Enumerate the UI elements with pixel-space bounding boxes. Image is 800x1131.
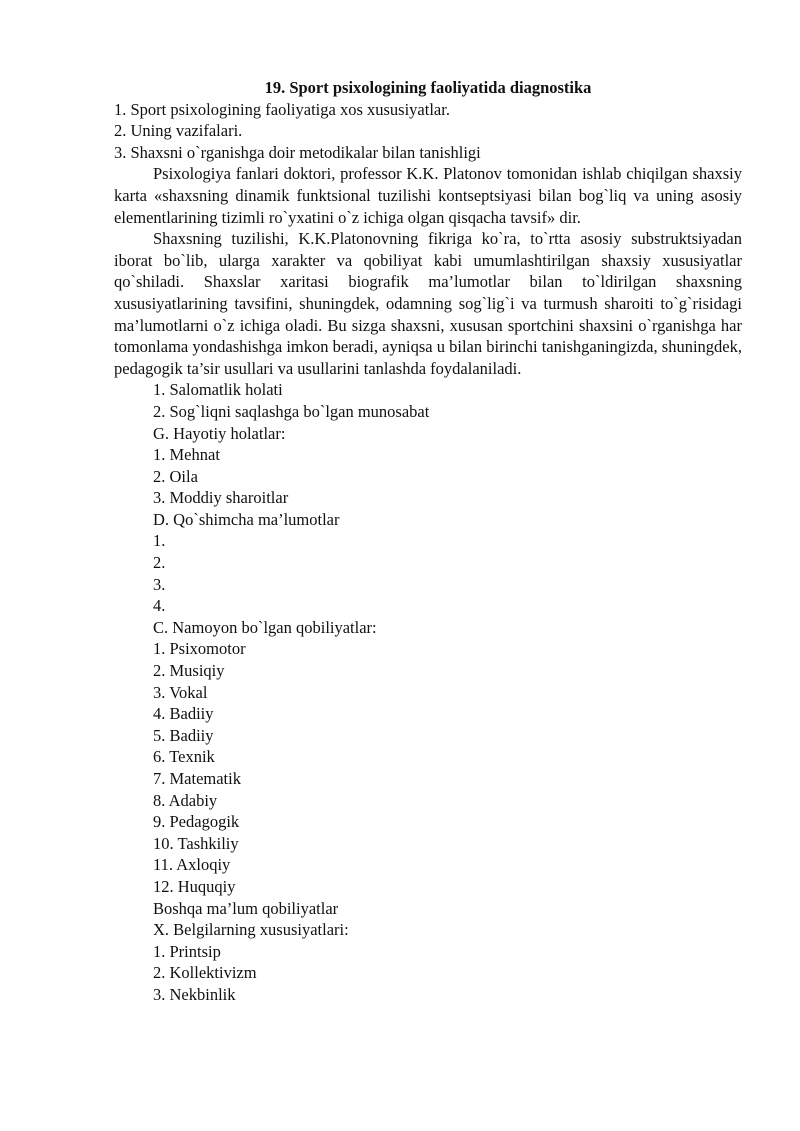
list-item: 3. Vokal bbox=[153, 682, 208, 702]
body-paragraph: Shaxsning tuzilishi, K.K.Platonovning fikriga ko`ra, to`rtta asosiy substruktsiyadan iborat bo`lib, ularga xarakter va qobiliyat kabi umumlashtirilgan shaxsiy xususiyatlar qo`shiladi. Shaxslar xaritasi biografik ma’lumotlar bilan to`ldirilgan shaxsning xususiyatlarining tavsifini, shuningdek, odamning sog`lig`i va turmush sharoiti to`g`risidagi ma’lumotlarni o`z ichiga oladi. Bu sizga shaxsni, xususan sportchini shaxsini o`rganishga har tomonlama yondashishga imkon beradi, ayniqsa u bilan birinchi tanishganingizda, shuningdek, pedagogik ta’sir usullari va usullarini tanlashda foydalaniladi. bbox=[114, 229, 742, 378]
list-item: 5. Badiiy bbox=[153, 725, 214, 745]
list-item: 6. Texnik bbox=[153, 747, 215, 767]
list-item: 2. Oila bbox=[153, 466, 198, 486]
list bbox=[114, 379, 742, 1005]
list-item: 3. Nekbinlik bbox=[153, 984, 236, 1004]
list-item: 11. Axloqiy bbox=[153, 855, 231, 875]
list-item: 1. Printsip bbox=[153, 941, 221, 961]
list-item: 3. Moddiy sharoitlar bbox=[153, 488, 289, 508]
list-heading: X. Belgilarning xususiyatlari: bbox=[153, 920, 349, 940]
question-item: 2. Uning vazifalari. bbox=[114, 121, 243, 141]
list-heading: C. Namoyon bo`lgan qobiliyatlar: bbox=[153, 617, 377, 637]
question-item: 3. Shaxsni o`rganishga doir metodikalar bilan tanishligi bbox=[114, 142, 481, 162]
list-item: 7. Matematik bbox=[153, 769, 241, 788]
list-item: 3. bbox=[153, 574, 166, 594]
list-item: 2. Kollektivizm bbox=[153, 963, 257, 983]
body-paragraph: Psixologiya fanlari doktori, professor K.K. Platonov tomonidan ishlab chiqilgan shaxsiy karta «shaxsning dinamik funktsional tuzilishi kontseptsiyasi bilan bog`liq va uning asosiy elementlarining tizimli ro`yxatini o`z ichiga olgan qisqacha tavsif» dir. bbox=[114, 164, 742, 227]
list-heading: G. Hayotiy holatlar: bbox=[153, 423, 286, 443]
list-item: 9. Pedagogik bbox=[153, 812, 240, 832]
list-item: 1. bbox=[153, 531, 166, 551]
list-item: 2. Musiqiy bbox=[153, 661, 225, 681]
list-item: Boshqa ma’lum qobiliyatlar bbox=[153, 898, 339, 918]
list-item: 4. Badiiy bbox=[153, 704, 214, 724]
page-title: 19. Sport psixologining faoliyatida diagnostika bbox=[264, 78, 592, 97]
list-item: 10. Tashkiliy bbox=[153, 833, 239, 853]
document-body bbox=[114, 77, 742, 1006]
list-item: 2. bbox=[153, 553, 166, 573]
list-item: 2. Sog`liqni saqlashga bo`lgan munosabat bbox=[153, 401, 430, 421]
list-item: 1. Psixomotor bbox=[153, 639, 246, 659]
list-heading: D. Qo`shimcha ma’lumotlar bbox=[153, 509, 340, 529]
list-item: 12. Huquqiy bbox=[153, 876, 236, 896]
list-item: 1. Salomatlik holati bbox=[153, 380, 283, 400]
list-item: 1. Mehnat bbox=[153, 445, 220, 465]
list-item: 8. Adabiy bbox=[153, 790, 218, 810]
question-item: 1. Sport psixologining faoliyatiga xos xususiyatlar. bbox=[114, 99, 450, 119]
list-item: 4. bbox=[153, 596, 166, 616]
